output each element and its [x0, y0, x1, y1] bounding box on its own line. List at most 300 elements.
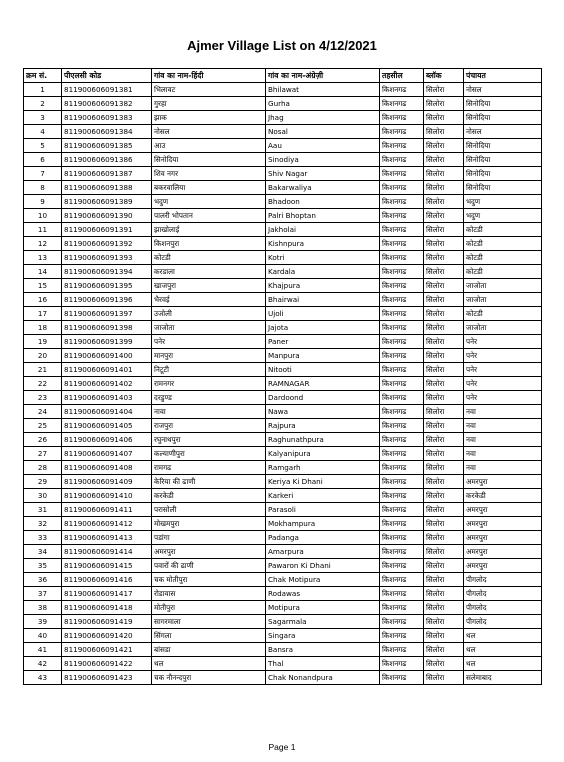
serial-no-cell: 36: [24, 573, 62, 587]
tehsil-cell: किशनगढ: [380, 517, 424, 531]
tehsil-cell: किशनगढ: [380, 573, 424, 587]
tehsil-cell: किशनगढ: [380, 223, 424, 237]
village-name-hindi-cell: झाक: [152, 111, 266, 125]
serial-no-cell: 10: [24, 209, 62, 223]
village-name-hindi-cell: दरडुण्ड: [152, 391, 266, 405]
village-name-hindi-cell: गुरहा: [152, 97, 266, 111]
plc-code-cell: 811900606091406: [62, 433, 152, 447]
plc-code-cell: 811900606091414: [62, 545, 152, 559]
serial-no-cell: 11: [24, 223, 62, 237]
panchayat-cell: भदुण: [464, 195, 542, 209]
panchayat-cell: सिनोदिया: [464, 139, 542, 153]
plc-code-cell: 811900606091393: [62, 251, 152, 265]
table-row: [24, 349, 542, 363]
village-name-hindi-header: गांव का नाम-हिंदी: [152, 69, 266, 83]
village-name-hindi-cell: परासोली: [152, 503, 266, 517]
village-name-hindi-cell: मोतीपुरा: [152, 601, 266, 615]
serial-no-cell: 38: [24, 601, 62, 615]
village-name-english-cell: Bakarwaliya: [266, 181, 380, 195]
village-name-english-cell: Kotri: [266, 251, 380, 265]
village-name-english-cell: Sinodiya: [266, 153, 380, 167]
serial-no-cell: 34: [24, 545, 62, 559]
tehsil-cell: किशनगढ: [380, 139, 424, 153]
serial-no-cell: 17: [24, 307, 62, 321]
serial-no-cell: 37: [24, 587, 62, 601]
block-cell: सिलोरा: [424, 517, 464, 531]
page-title: Ajmer Village List on 4/12/2021: [187, 38, 377, 53]
panchayat-cell: सिनोदिया: [464, 181, 542, 195]
plc-code-cell: 811900606091407: [62, 447, 152, 461]
village-name-english-cell: Amarpura: [266, 545, 380, 559]
village-name-hindi-cell: रघुनाथपुरा: [152, 433, 266, 447]
village-name-english-cell: Kishnpura: [266, 237, 380, 251]
serial-no-cell: 33: [24, 531, 62, 545]
panchayat-cell: पीगलोद: [464, 601, 542, 615]
village-table: [23, 68, 542, 685]
plc-code-cell: 811900606091388: [62, 181, 152, 195]
plc-code-cell: 811900606091408: [62, 461, 152, 475]
table-row: [24, 517, 542, 531]
plc-code-cell: 811900606091422: [62, 657, 152, 671]
village-name-english-cell: Aau: [266, 139, 380, 153]
plc-code-cell: 811900606091417: [62, 587, 152, 601]
block-cell: सिलोरा: [424, 349, 464, 363]
panchayat-cell: सिनोदिया: [464, 153, 542, 167]
tehsil-cell: किशनगढ: [380, 307, 424, 321]
village-name-english-cell: Chak Motipura: [266, 573, 380, 587]
tehsil-cell: किशनगढ: [380, 489, 424, 503]
serial-no-cell: 1: [24, 83, 62, 97]
panchayat-cell: अमरपुरा: [464, 503, 542, 517]
plc-code-cell: 811900606091412: [62, 517, 152, 531]
plc-code-cell: 811900606091419: [62, 615, 152, 629]
block-cell: सिलोरा: [424, 559, 464, 573]
village-name-english-cell: Karkeri: [266, 489, 380, 503]
plc-code-cell: 811900606091396: [62, 293, 152, 307]
table-header-row: [24, 69, 542, 83]
village-name-english-cell: Bhadoon: [266, 195, 380, 209]
village-name-english-cell: Keriya Ki Dhani: [266, 475, 380, 489]
block-cell: सिलोरा: [424, 321, 464, 335]
table-row: [24, 531, 542, 545]
panchayat-cell: अमरपुरा: [464, 545, 542, 559]
panchayat-cell: नवा: [464, 419, 542, 433]
village-name-english-cell: Bhairwai: [266, 293, 380, 307]
village-name-hindi-cell: करडाला: [152, 265, 266, 279]
village-name-hindi-cell: कल्याणीपुरा: [152, 447, 266, 461]
tehsil-cell: किशनगढ: [380, 251, 424, 265]
block-cell: सिलोरा: [424, 237, 464, 251]
table-row: [24, 503, 542, 517]
table-row: [24, 391, 542, 405]
panchayat-cell: कोटडी: [464, 237, 542, 251]
village-name-hindi-cell: खाजपुरा: [152, 279, 266, 293]
tehsil-cell: किशनगढ: [380, 181, 424, 195]
plc-code-cell: 811900606091382: [62, 97, 152, 111]
block-cell: सिलोरा: [424, 153, 464, 167]
table-row: [24, 643, 542, 657]
panchayat-cell: अमरपुरा: [464, 531, 542, 545]
plc-code-cell: 811900606091401: [62, 363, 152, 377]
village-name-hindi-cell: पनेर: [152, 335, 266, 349]
village-name-english-cell: Palri Bhoptan: [266, 209, 380, 223]
block-cell: सिलोरा: [424, 601, 464, 615]
village-name-hindi-cell: बांसडा: [152, 643, 266, 657]
tehsil-cell: किशनगढ: [380, 335, 424, 349]
serial-no-cell: 32: [24, 517, 62, 531]
village-name-hindi-cell: नावा: [152, 405, 266, 419]
table-row: [24, 671, 542, 685]
village-name-english-cell: Bhilawat: [266, 83, 380, 97]
village-name-hindi-cell: पालरी भोपतान: [152, 209, 266, 223]
block-cell: सिलोरा: [424, 503, 464, 517]
plc-code-cell: 811900606091395: [62, 279, 152, 293]
panchayat-cell: थल: [464, 657, 542, 671]
table-row: [24, 139, 542, 153]
table-row: [24, 195, 542, 209]
plc-code-cell: 811900606091413: [62, 531, 152, 545]
village-name-hindi-cell: कोटडी: [152, 251, 266, 265]
tehsil-cell: किशनगढ: [380, 559, 424, 573]
serial-no-cell: 40: [24, 629, 62, 643]
serial-no-header: क्रम सं.: [24, 69, 62, 83]
table-row: [24, 559, 542, 573]
table-row: [24, 601, 542, 615]
tehsil-cell: किशनगढ: [380, 125, 424, 139]
serial-no-cell: 18: [24, 321, 62, 335]
tehsil-cell: किशनगढ: [380, 391, 424, 405]
table-row: [24, 83, 542, 97]
serial-no-cell: 42: [24, 657, 62, 671]
tehsil-header: तहसील: [380, 69, 424, 83]
plc-code-cell: 811900606091404: [62, 405, 152, 419]
table-row: [24, 545, 542, 559]
serial-no-cell: 22: [24, 377, 62, 391]
panchayat-cell: जाजोता: [464, 321, 542, 335]
serial-no-cell: 23: [24, 391, 62, 405]
village-name-hindi-cell: सागरमाला: [152, 615, 266, 629]
table-row: [24, 475, 542, 489]
plc-code-cell: 811900606091397: [62, 307, 152, 321]
village-name-hindi-cell: निटूटी: [152, 363, 266, 377]
serial-no-cell: 30: [24, 489, 62, 503]
tehsil-cell: किशनगढ: [380, 349, 424, 363]
serial-no-cell: 4: [24, 125, 62, 139]
plc-code-cell: 811900606091418: [62, 601, 152, 615]
plc-code-cell: 811900606091416: [62, 573, 152, 587]
village-name-hindi-cell: पडांगा: [152, 531, 266, 545]
panchayat-cell: अमरपुरा: [464, 559, 542, 573]
panchayat-cell: पनेर: [464, 335, 542, 349]
table-row: [24, 363, 542, 377]
village-name-english-cell: Mokhampura: [266, 517, 380, 531]
village-name-english-cell: Sagarmala: [266, 615, 380, 629]
tehsil-cell: किशनगढ: [380, 587, 424, 601]
table-row: [24, 181, 542, 195]
village-name-hindi-cell: भिलावट: [152, 83, 266, 97]
village-name-hindi-cell: झाखोलाई: [152, 223, 266, 237]
village-name-english-header: गांव का नाम-अंग्रेज़ी: [266, 69, 380, 83]
table-row: [24, 307, 542, 321]
village-name-hindi-cell: थल: [152, 657, 266, 671]
tehsil-cell: किशनगढ: [380, 321, 424, 335]
block-cell: सिलोरा: [424, 643, 464, 657]
block-cell: सिलोरा: [424, 447, 464, 461]
village-name-english-cell: RAMNAGAR: [266, 377, 380, 391]
serial-no-cell: 8: [24, 181, 62, 195]
panchayat-cell: सिनोदिया: [464, 111, 542, 125]
plc-code-cell: 811900606091391: [62, 223, 152, 237]
village-name-english-cell: Kalyanipura: [266, 447, 380, 461]
panchayat-cell: थल: [464, 643, 542, 657]
serial-no-cell: 12: [24, 237, 62, 251]
block-cell: सिलोरा: [424, 461, 464, 475]
village-name-english-cell: Nawa: [266, 405, 380, 419]
plc-code-cell: 811900606091398: [62, 321, 152, 335]
serial-no-cell: 2: [24, 97, 62, 111]
tehsil-cell: किशनगढ: [380, 237, 424, 251]
table-row: [24, 111, 542, 125]
tehsil-cell: किशनगढ: [380, 377, 424, 391]
block-header: ब्लॉक: [424, 69, 464, 83]
plc-code-cell: 811900606091383: [62, 111, 152, 125]
tehsil-cell: किशनगढ: [380, 503, 424, 517]
panchayat-cell: नवा: [464, 447, 542, 461]
plc-code-cell: 811900606091409: [62, 475, 152, 489]
table-row: [24, 251, 542, 265]
tehsil-cell: किशनगढ: [380, 531, 424, 545]
village-name-hindi-cell: रामनगर: [152, 377, 266, 391]
serial-no-cell: 13: [24, 251, 62, 265]
tehsil-cell: किशनगढ: [380, 447, 424, 461]
block-cell: सिलोरा: [424, 335, 464, 349]
village-name-english-cell: Gurha: [266, 97, 380, 111]
village-name-english-cell: Thal: [266, 657, 380, 671]
table-row: [24, 321, 542, 335]
village-name-hindi-cell: भैरवई: [152, 293, 266, 307]
panchayat-cell: थल: [464, 629, 542, 643]
village-name-hindi-cell: मोखमपुरा: [152, 517, 266, 531]
panchayat-cell: पीगलोद: [464, 587, 542, 601]
panchayat-cell: पीगलोद: [464, 573, 542, 587]
table-row: [24, 587, 542, 601]
village-name-english-cell: Motipura: [266, 601, 380, 615]
village-name-hindi-cell: पवारों की ढाणी: [152, 559, 266, 573]
page-number: Page 1: [268, 742, 296, 752]
plc-code-cell: 811900606091394: [62, 265, 152, 279]
village-name-hindi-cell: शिव नगर: [152, 167, 266, 181]
panchayat-cell: कोटडी: [464, 307, 542, 321]
serial-no-cell: 29: [24, 475, 62, 489]
table-row: [24, 447, 542, 461]
block-cell: सिलोरा: [424, 181, 464, 195]
village-name-hindi-cell: राजपुरा: [152, 419, 266, 433]
tehsil-cell: किशनगढ: [380, 629, 424, 643]
block-cell: सिलोरा: [424, 377, 464, 391]
village-name-hindi-cell: बकरवालिया: [152, 181, 266, 195]
plc-code-cell: 811900606091392: [62, 237, 152, 251]
table-row: [24, 335, 542, 349]
tehsil-cell: किशनगढ: [380, 615, 424, 629]
block-cell: सिलोरा: [424, 111, 464, 125]
village-name-hindi-cell: मानपुरा: [152, 349, 266, 363]
table-row: [24, 573, 542, 587]
village-name-english-cell: Kardala: [266, 265, 380, 279]
panchayat-cell: सलेमाबाद: [464, 671, 542, 685]
panchayat-cell: नोसल: [464, 83, 542, 97]
village-name-hindi-cell: करकेडी: [152, 489, 266, 503]
block-cell: सिलोरा: [424, 475, 464, 489]
village-name-hindi-cell: चक नौनन्दपुरा: [152, 671, 266, 685]
table-row: [24, 153, 542, 167]
serial-no-cell: 5: [24, 139, 62, 153]
village-name-hindi-cell: भदुण: [152, 195, 266, 209]
block-cell: सिलोरा: [424, 167, 464, 181]
plc-code-cell: 811900606091420: [62, 629, 152, 643]
serial-no-cell: 15: [24, 279, 62, 293]
tehsil-cell: किशनगढ: [380, 433, 424, 447]
block-cell: सिलोरा: [424, 279, 464, 293]
village-name-hindi-cell: रामगढ: [152, 461, 266, 475]
plc-code-cell: 811900606091410: [62, 489, 152, 503]
table-row: [24, 125, 542, 139]
plc-code-header: पीएलसी कोड: [62, 69, 152, 83]
village-name-hindi-cell: उजोली: [152, 307, 266, 321]
block-cell: सिलोरा: [424, 433, 464, 447]
plc-code-cell: 811900606091415: [62, 559, 152, 573]
block-cell: सिलोरा: [424, 545, 464, 559]
serial-no-cell: 31: [24, 503, 62, 517]
panchayat-cell: सिनोदिया: [464, 97, 542, 111]
plc-code-cell: 811900606091400: [62, 349, 152, 363]
block-cell: सिलोरा: [424, 139, 464, 153]
serial-no-cell: 20: [24, 349, 62, 363]
table-row: [24, 419, 542, 433]
village-name-english-cell: Rodawas: [266, 587, 380, 601]
plc-code-cell: 811900606091381: [62, 83, 152, 97]
serial-no-cell: 7: [24, 167, 62, 181]
block-cell: सिलोरा: [424, 307, 464, 321]
serial-no-cell: 25: [24, 419, 62, 433]
table-body: [24, 83, 542, 685]
block-cell: सिलोरा: [424, 251, 464, 265]
village-name-hindi-cell: जाजोता: [152, 321, 266, 335]
village-name-english-cell: Dardoond: [266, 391, 380, 405]
serial-no-cell: 26: [24, 433, 62, 447]
village-name-english-cell: Raghunathpura: [266, 433, 380, 447]
table-row: [24, 433, 542, 447]
village-name-english-cell: Singara: [266, 629, 380, 643]
tehsil-cell: किशनगढ: [380, 265, 424, 279]
panchayat-cell: नोसल: [464, 125, 542, 139]
village-name-hindi-cell: सिंगला: [152, 629, 266, 643]
block-cell: सिलोरा: [424, 615, 464, 629]
village-name-hindi-cell: केरिया की ढाणी: [152, 475, 266, 489]
block-cell: सिलोरा: [424, 629, 464, 643]
village-name-english-cell: Paner: [266, 335, 380, 349]
village-name-english-cell: Ramgarh: [266, 461, 380, 475]
serial-no-cell: 28: [24, 461, 62, 475]
panchayat-header: पंचायत: [464, 69, 542, 83]
serial-no-cell: 43: [24, 671, 62, 685]
tehsil-cell: किशनगढ: [380, 195, 424, 209]
plc-code-cell: 811900606091384: [62, 125, 152, 139]
panchayat-cell: कोटडी: [464, 265, 542, 279]
block-cell: सिलोरा: [424, 125, 464, 139]
village-name-english-cell: Manpura: [266, 349, 380, 363]
serial-no-cell: 27: [24, 447, 62, 461]
tehsil-cell: किशनगढ: [380, 545, 424, 559]
serial-no-cell: 24: [24, 405, 62, 419]
block-cell: सिलोरा: [424, 363, 464, 377]
serial-no-cell: 19: [24, 335, 62, 349]
panchayat-cell: अमरपुरा: [464, 517, 542, 531]
village-name-hindi-cell: अमरपुरा: [152, 545, 266, 559]
tehsil-cell: किशनगढ: [380, 475, 424, 489]
table-row: [24, 293, 542, 307]
panchayat-cell: पनेर: [464, 363, 542, 377]
block-cell: सिलोरा: [424, 223, 464, 237]
tehsil-cell: किशनगढ: [380, 209, 424, 223]
plc-code-cell: 811900606091405: [62, 419, 152, 433]
serial-no-cell: 14: [24, 265, 62, 279]
village-name-english-cell: Pawaron Ki Dhani: [266, 559, 380, 573]
table-row: [24, 167, 542, 181]
village-name-hindi-cell: किशनपुरा: [152, 237, 266, 251]
panchayat-cell: अमरपुरा: [464, 475, 542, 489]
serial-no-cell: 35: [24, 559, 62, 573]
table-row: [24, 461, 542, 475]
table-row: [24, 237, 542, 251]
block-cell: सिलोरा: [424, 419, 464, 433]
serial-no-cell: 39: [24, 615, 62, 629]
block-cell: सिलोरा: [424, 391, 464, 405]
table-row: [24, 279, 542, 293]
panchayat-cell: भदुण: [464, 209, 542, 223]
table-row: [24, 405, 542, 419]
village-name-english-cell: Nosal: [266, 125, 380, 139]
block-cell: सिलोरा: [424, 265, 464, 279]
serial-no-cell: 9: [24, 195, 62, 209]
panchayat-cell: नवा: [464, 461, 542, 475]
tehsil-cell: किशनगढ: [380, 293, 424, 307]
tehsil-cell: किशनगढ: [380, 167, 424, 181]
block-cell: सिलोरा: [424, 489, 464, 503]
block-cell: सिलोरा: [424, 587, 464, 601]
panchayat-cell: पनेर: [464, 391, 542, 405]
plc-code-cell: 811900606091385: [62, 139, 152, 153]
village-name-english-cell: Nitooti: [266, 363, 380, 377]
village-name-english-cell: Jhag: [266, 111, 380, 125]
serial-no-cell: 21: [24, 363, 62, 377]
tehsil-cell: किशनगढ: [380, 279, 424, 293]
village-name-english-cell: Rajpura: [266, 419, 380, 433]
table-row: [24, 97, 542, 111]
plc-code-cell: 811900606091389: [62, 195, 152, 209]
block-cell: सिलोरा: [424, 209, 464, 223]
tehsil-cell: किशनगढ: [380, 97, 424, 111]
plc-code-cell: 811900606091411: [62, 503, 152, 517]
tehsil-cell: किशनगढ: [380, 111, 424, 125]
table-row: [24, 629, 542, 643]
table-row: [24, 377, 542, 391]
tehsil-cell: किशनगढ: [380, 419, 424, 433]
village-name-hindi-cell: चक मोतीपुरा: [152, 573, 266, 587]
tehsil-cell: किशनगढ: [380, 643, 424, 657]
block-cell: सिलोरा: [424, 671, 464, 685]
village-name-english-cell: Jajota: [266, 321, 380, 335]
panchayat-cell: पीगलोद: [464, 615, 542, 629]
